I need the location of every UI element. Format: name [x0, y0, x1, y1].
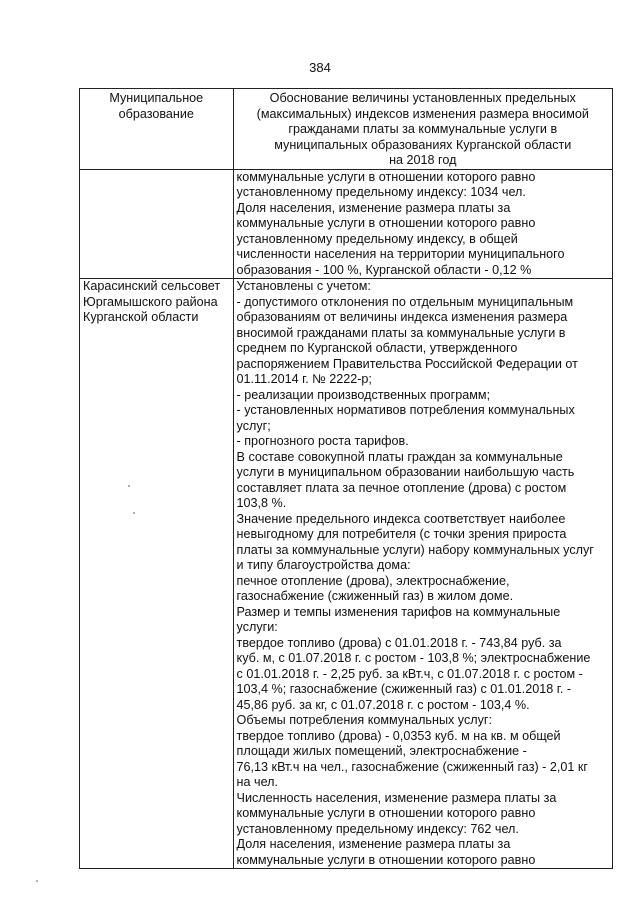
text-line: с 01.01.2018 г. - 2,25 руб. за кВт.ч, с 01.07.2018 г. с ростом - — [236, 666, 583, 681]
header-line: Муниципальное — [109, 91, 204, 105]
scan-artifact — [133, 512, 135, 514]
header-justification — [233, 89, 612, 170]
header-municipality — [80, 89, 234, 170]
text-line: распоряжением Правительства Российской Федерации от — [236, 356, 578, 371]
table-row — [80, 169, 613, 279]
text-line: вносимой гражданами платы за коммунальные услуги в — [236, 325, 566, 340]
text-line: коммунальные услуги в отношении которого равно — [236, 852, 536, 867]
text-line: Установлены с учетом: — [236, 279, 371, 293]
text-line: установленному предельному индексу, в общей — [236, 231, 518, 246]
text-line: численности населения на территории муниципального — [236, 247, 565, 261]
text-line: В составе совокупной платы граждан за коммунальные — [236, 449, 563, 464]
text-line: услуг; — [236, 418, 271, 433]
text-line: Курганской области — [83, 310, 199, 324]
header-line: образование — [118, 106, 194, 121]
text-line: образования - 100 %, Курганской области - 0,12 % — [236, 262, 532, 277]
header-line: Обоснование величины установленных предельных — [269, 91, 576, 105]
header-line: гражданами платы за коммунальные услуги в — [288, 122, 558, 136]
header-line: на 2018 год — [389, 153, 457, 167]
text-line: 103,4 %; газоснабжение (сжиженный газ) с 01.01.2018 г. - — [236, 682, 572, 696]
table-row — [80, 279, 613, 869]
text-line: и типу благоустройства дома: — [236, 558, 411, 572]
text-line: твердое топливо (дрова) с 01.01.2018 г. - 743,84 руб. за — [236, 635, 562, 650]
header-line: (максимальных) индексов изменения размера вносимой — [256, 106, 589, 121]
justification-cell — [233, 169, 612, 279]
municipality-cell — [80, 279, 234, 869]
text-line: коммунальные услуги в отношении которого равно — [236, 169, 536, 184]
text-line: куб. м, с 01.07.2018 г. с ростом - 103,8 %; электроснабжение — [236, 651, 591, 665]
municipality-cell — [80, 169, 234, 279]
text-line: Доля населения, изменение размера платы за — [236, 837, 511, 851]
text-line: - реализации производственных программ; — [236, 387, 491, 402]
text-line: площади жилых помещений, электроснабжение - — [236, 744, 527, 758]
text-line: Значение предельного индекса соответствует наиболее — [236, 511, 566, 526]
text-line: коммунальные услуги в отношении которого равно — [236, 806, 536, 820]
justification-cell — [233, 279, 612, 869]
text-line: составляет плата за печное отопление (дрова) с ростом — [236, 480, 567, 495]
header-line: муниципальных образованиях Курганской области — [274, 137, 572, 152]
text-line: - допустимого отклонения по отдельным муниципальным — [236, 294, 574, 309]
text-line: услуги: — [236, 620, 278, 634]
table-header-row — [80, 89, 613, 170]
text-line: 01.11.2014 г. № 2222-р; — [236, 372, 372, 386]
text-line: - прогнозного роста тарифов. — [236, 434, 409, 448]
text-line: невыгодному для потребителя (с точки зрения прироста — [236, 527, 567, 541]
text-line: - установленных нормативов потребления коммунальных — [236, 403, 575, 417]
text-line: Доля населения, изменение размера платы за — [236, 200, 511, 215]
text-line: на чел. — [236, 775, 278, 789]
scan-artifact — [36, 880, 38, 882]
text-line: Юргамышского района — [83, 294, 218, 309]
text-line: коммунальные услуги в отношении которого равно — [236, 216, 536, 230]
text-line: установленному предельному индексу: 762 чел. — [236, 821, 519, 836]
text-line: газоснабжение (сжиженный газ) в жилом доме. — [236, 589, 514, 603]
text-line: Объемы потребления коммунальных услуг: — [236, 713, 492, 727]
text-line: твердое топливо (дрова) - 0,0353 куб. м на кв. м общей — [236, 728, 561, 743]
text-line: Численность населения, изменение размера платы за — [236, 790, 557, 805]
text-line: 103,8 %. — [236, 496, 287, 510]
text-line: Карасинский сельсовет — [83, 279, 221, 293]
page-number: 384 — [309, 60, 331, 75]
text-line: 45,86 руб. за кг, с 01.07.2018 г. с ростом - 103,4 %. — [236, 697, 530, 712]
document-table — [79, 88, 613, 869]
text-line: услуги в муниципальном образовании наибольшую часть — [236, 465, 575, 479]
text-line: Размер и темпы изменения тарифов на коммунальные — [236, 604, 561, 619]
text-line: платы за коммунальные услуги) набору коммунальных услуг — [236, 542, 594, 557]
text-line: образованиям от величины индекса изменения размера — [236, 310, 568, 324]
scan-artifact — [128, 485, 130, 487]
text-line: установленному предельному индексу: 1034 чел. — [236, 185, 526, 199]
text-line: печное отопление (дрова), электроснабжение, — [236, 573, 510, 588]
text-line: 76,13 кВт.ч на чел., газоснабжение (сжиженный газ) - 2,01 кг — [236, 759, 588, 774]
text-line: среднем по Курганской области, утвержденного — [236, 341, 518, 355]
